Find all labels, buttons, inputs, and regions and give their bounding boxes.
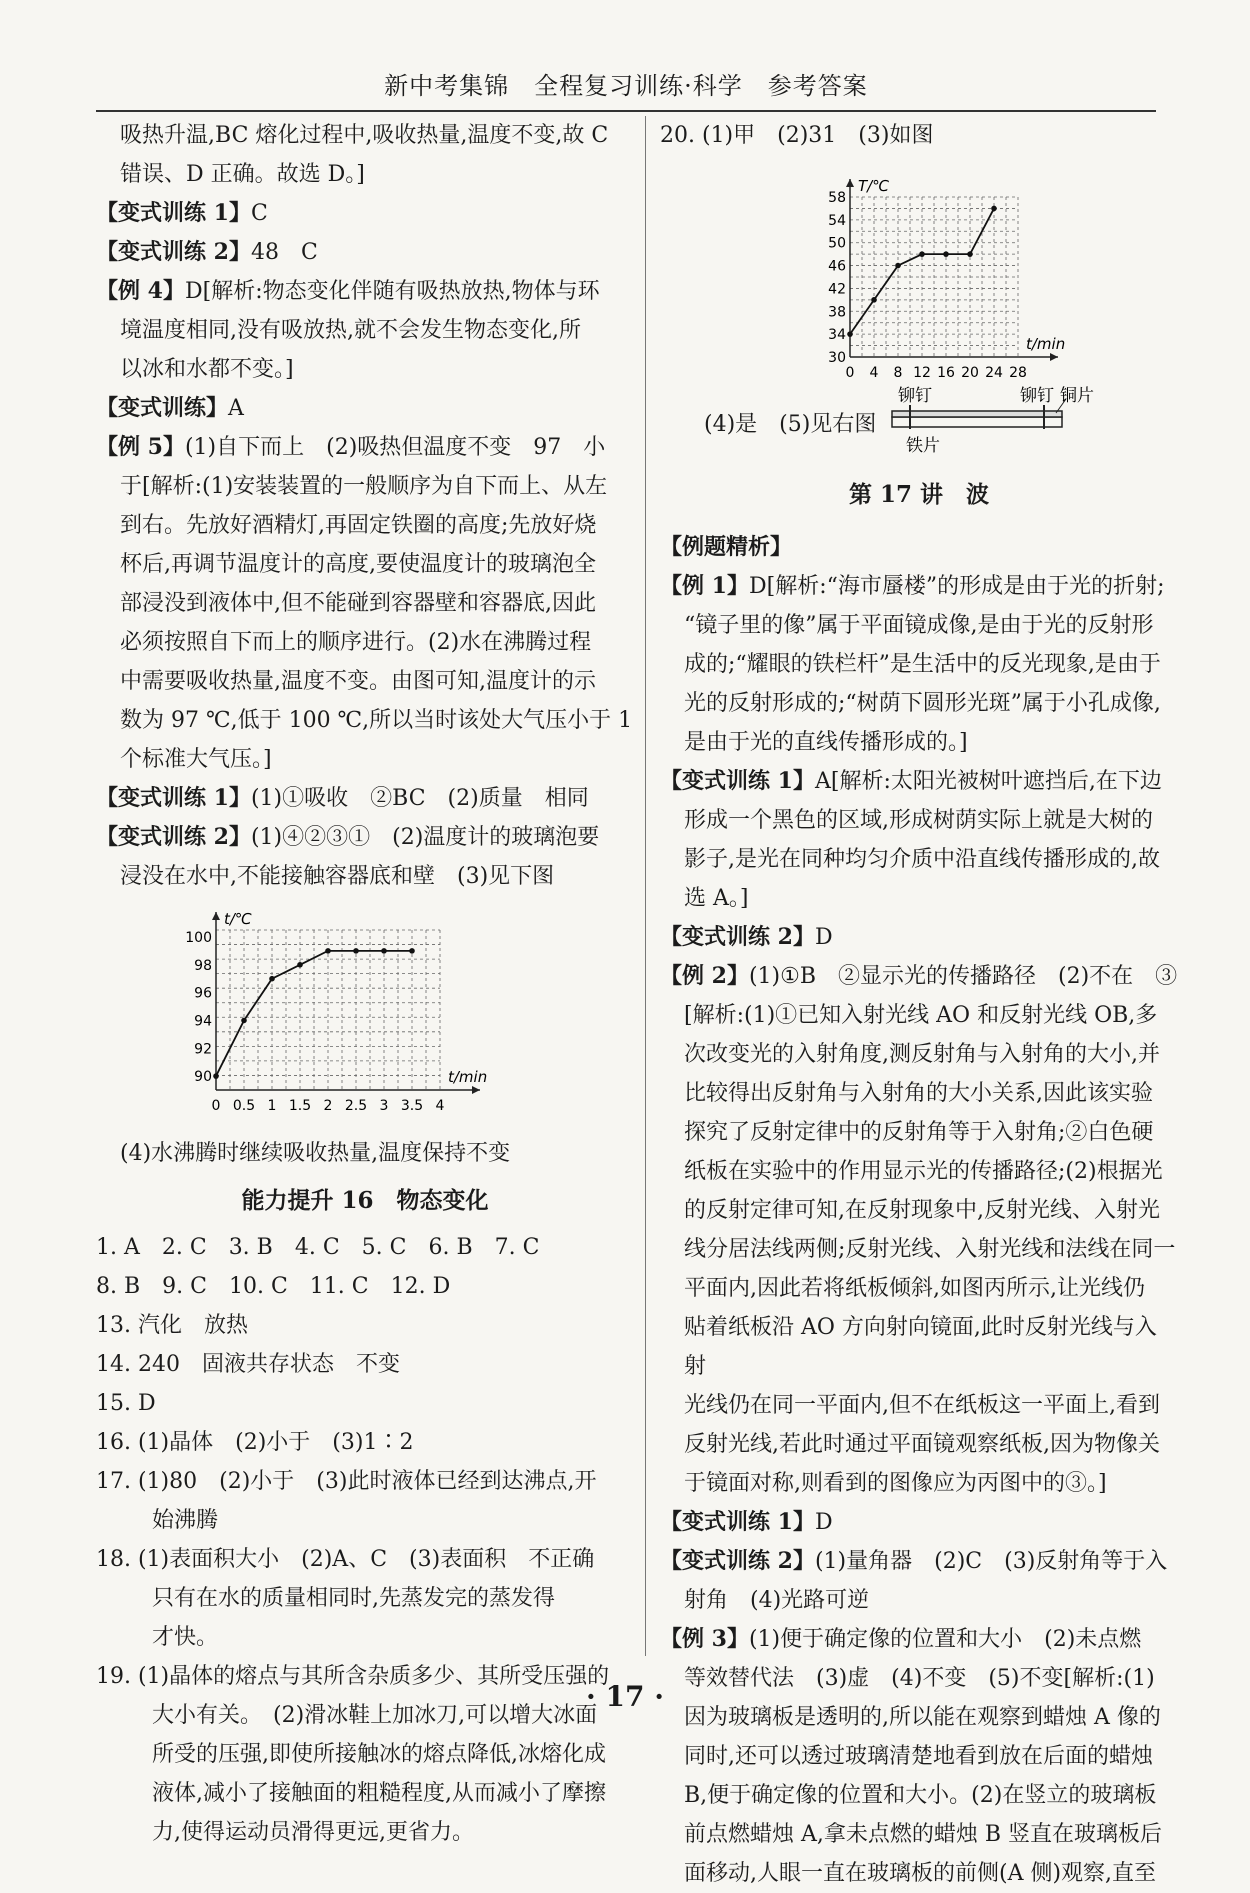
page-number: · 17 · bbox=[586, 1680, 664, 1713]
y-tick-label: 38 bbox=[828, 304, 846, 321]
text-line: B,便于确定像的位置和大小。(2)在竖立的玻璃板 bbox=[684, 1783, 1157, 1808]
answer-label: 【变式训练 1】 bbox=[96, 200, 251, 226]
text-line: 比较得出反射角与入射角的大小关系,因此该实验 bbox=[684, 1081, 1153, 1106]
x-tick-label: 2 bbox=[323, 1098, 333, 1114]
iron-strip bbox=[892, 417, 1062, 427]
answer-label: 【变式训练 1】 bbox=[660, 768, 815, 794]
subsection-title: 【例题精析】 bbox=[660, 534, 793, 560]
question-line: 13. 汽化 放热 bbox=[96, 1313, 248, 1338]
text-line: 因为玻璃板是透明的,所以能在观察到蜡烛 A 像的 bbox=[684, 1705, 1161, 1730]
text-line: 部浸没到液体中,但不能碰到容器壁和容器底,因此 bbox=[120, 591, 596, 616]
data-point bbox=[967, 251, 973, 257]
answer-line bbox=[660, 957, 1178, 996]
answer-label: 【例 4】 bbox=[96, 278, 185, 304]
x-tick-label: 28 bbox=[1009, 365, 1027, 381]
y-tick-label: 94 bbox=[194, 1013, 212, 1030]
column-divider bbox=[645, 116, 646, 1656]
text-line: 同时,还可以透过玻璃清楚地看到放在后面的蜡烛 bbox=[684, 1744, 1153, 1769]
answer-line bbox=[660, 762, 1178, 801]
text-line: 力,使得运动员滑得更远,更省力。 bbox=[152, 1820, 474, 1845]
text-line: 中需要吸收热量,温度不变。由图可知,温度计的示 bbox=[120, 669, 596, 694]
question-line: 8. B 9. C 10. C 11. C 12. D bbox=[96, 1274, 451, 1299]
answer-label: 【变式训练 1】 bbox=[660, 1509, 815, 1535]
question-line: 14. 240 固液共存状态 不变 bbox=[96, 1352, 400, 1377]
answer-value: 48 C bbox=[250, 240, 318, 265]
question-line: 19. (1)晶体的熔点与其所含杂质多少、其所受压强的 bbox=[96, 1664, 610, 1689]
text-line: 选 A。] bbox=[684, 886, 749, 911]
label-copper: 铜片 bbox=[1060, 386, 1094, 406]
data-point bbox=[919, 251, 925, 257]
question-line: 16. (1)晶体 (2)小于 (3)1∶2 bbox=[96, 1430, 414, 1455]
x-axis-label: t/min bbox=[448, 1068, 488, 1086]
answer-value: D bbox=[814, 1510, 833, 1535]
text-line: 射角 (4)光路可逆 bbox=[684, 1588, 870, 1613]
y-tick-label: 30 bbox=[828, 350, 846, 366]
data-point bbox=[409, 948, 415, 954]
x-tick-label: 0.5 bbox=[232, 1098, 256, 1114]
answer-line bbox=[96, 428, 634, 467]
answer-value: (1)便于确定像的位置和大小 (2)未点燃 bbox=[748, 1627, 1142, 1652]
answer-value: C bbox=[250, 201, 268, 226]
y-tick-label: 50 bbox=[828, 235, 846, 252]
y-tick-label: 54 bbox=[828, 212, 846, 229]
y-axis-arrow bbox=[212, 912, 220, 920]
text-line: 影子,是光在同种均匀介质中沿直线传播形成的,故 bbox=[684, 847, 1160, 872]
text-line: 面移动,人眼一直在玻璃板的前侧(A 侧)观察,直至 bbox=[684, 1861, 1157, 1886]
y-tick-label: 46 bbox=[828, 258, 846, 275]
x-tick-label: 24 bbox=[985, 365, 1003, 381]
text-line: 是由于光的直线传播形成的。] bbox=[684, 730, 968, 755]
question-line: 15. D bbox=[96, 1391, 156, 1416]
text-line: 以冰和水都不变。] bbox=[120, 357, 294, 382]
y-axis-arrow bbox=[846, 179, 854, 187]
x-tick-label: 1 bbox=[267, 1098, 277, 1114]
question-line: 1. A 2. C 3. B 4. C 5. C 6. B 7. C bbox=[96, 1235, 540, 1260]
answer-value: (1)①B ②显示光的传播路径 (2)不在 ③ bbox=[748, 964, 1178, 989]
q20-figure-row bbox=[660, 385, 1178, 459]
answer-line bbox=[96, 233, 634, 272]
y-axis-label: T/℃ bbox=[858, 177, 890, 195]
right-column bbox=[660, 116, 1178, 1893]
answer-label: 【变式训练 2】 bbox=[96, 239, 251, 265]
x-tick-label: 8 bbox=[893, 365, 903, 381]
answer-line bbox=[660, 1620, 1178, 1659]
y-tick-label: 92 bbox=[194, 1041, 212, 1058]
answer-label: 【例 2】 bbox=[660, 963, 749, 989]
text-line: 必须按照自下而上的顺序进行。(2)水在沸腾过程 bbox=[120, 630, 592, 655]
y-tick-label: 96 bbox=[194, 985, 212, 1002]
section-title: 第 17 讲 波 bbox=[848, 481, 990, 508]
text-line: 吸热升温,BC 熔化过程中,吸收热量,温度不变,故 C bbox=[120, 123, 609, 148]
x-tick-label: 4 bbox=[869, 365, 879, 381]
question-line: 20. (1)甲 (2)31 (3)如图 bbox=[660, 123, 934, 148]
text-line: 个标准大气压。] bbox=[120, 747, 272, 772]
y-tick-label: 34 bbox=[828, 327, 846, 344]
x-tick-label: 3 bbox=[379, 1098, 389, 1114]
page-header: 新中考集锦 全程复习训练·科学 参考答案 bbox=[96, 66, 1156, 112]
data-point bbox=[943, 251, 949, 257]
copper-strip bbox=[892, 411, 1062, 417]
text-line: 反射光线,若此时通过平面镜观察纸板,因为物像关 bbox=[684, 1432, 1160, 1457]
answer-value: (1)量角器 (2)C (3)反射角等于入 bbox=[814, 1549, 1168, 1574]
melting-chart bbox=[660, 159, 1178, 381]
text-line: 到右。先放好酒精灯,再固定铁圈的高度;先放好烧 bbox=[120, 513, 597, 538]
answer-value: D[解析:“海市蜃楼”的形成是由于光的折射; bbox=[748, 574, 1165, 599]
y-tick-label: 98 bbox=[194, 957, 212, 974]
y-tick-label: 58 bbox=[828, 190, 846, 206]
data-point bbox=[381, 948, 387, 954]
boiling-chart bbox=[96, 900, 616, 1130]
text-line: 于[解析:(1)安装装置的一般顺序为自下而上、从左 bbox=[120, 474, 608, 499]
data-point bbox=[213, 1073, 219, 1079]
bimetal-strip-diagram bbox=[880, 385, 1100, 459]
text-line: 平面内,因此若将纸板倾斜,如图丙所示,让光线仍 bbox=[684, 1276, 1145, 1301]
text-line: 数为 97 ℃,低于 100 ℃,所以当时该处大气压小于 1 bbox=[120, 708, 633, 733]
text-line: 所受的压强,即使所接触冰的熔点降低,冰熔化成 bbox=[152, 1742, 606, 1767]
x-tick-label: 3.5 bbox=[400, 1098, 424, 1114]
answer-label: 【变式训练 2】 bbox=[660, 924, 815, 950]
y-tick-label: 42 bbox=[828, 281, 846, 298]
x-tick-label: 0 bbox=[211, 1098, 221, 1114]
text-line: 前点燃蜡烛 A,拿未点燃的蜡烛 B 竖直在玻璃板后 bbox=[684, 1822, 1163, 1847]
left-column bbox=[96, 116, 634, 1852]
data-point bbox=[269, 976, 275, 982]
text-line: 浸没在水中,不能接触容器底和壁 (3)见下图 bbox=[120, 864, 555, 889]
answer-label: 【变式训练 2】 bbox=[660, 1548, 815, 1574]
answer-value: A bbox=[228, 396, 244, 421]
text-line: (4)水沸腾时继续吸收热量,温度保持不变 bbox=[120, 1141, 511, 1166]
data-point bbox=[241, 1018, 247, 1024]
text-line: 线分居法线两侧;反射光线、入射光线和法线在同一 bbox=[684, 1237, 1176, 1262]
answer-line bbox=[96, 818, 634, 857]
x-tick-label: 1.5 bbox=[288, 1098, 312, 1114]
text-line: 贴着纸板沿 AO 方向射向镜面,此时反射光线与入射 bbox=[684, 1315, 1157, 1379]
answer-line bbox=[96, 389, 634, 428]
data-point bbox=[847, 331, 853, 337]
answer-label: 【变式训练】 bbox=[96, 395, 229, 421]
data-point bbox=[991, 206, 997, 212]
text-line: 始沸腾 bbox=[152, 1508, 219, 1533]
section-title: 能力提升 16 物态变化 bbox=[241, 1187, 489, 1214]
text-line: 才快。 bbox=[152, 1625, 219, 1650]
answer-line bbox=[96, 272, 634, 311]
answer-value: A[解析:太阳光被树叶遮挡后,在下边 bbox=[814, 769, 1162, 794]
text-line: 探究了反射定律中的反射角等于入射角;②白色硬 bbox=[684, 1120, 1154, 1145]
answer-line bbox=[660, 567, 1178, 606]
text-line: 只有在水的质量相同时,先蒸发完的蒸发得 bbox=[152, 1586, 555, 1611]
answer-line bbox=[660, 1542, 1178, 1581]
x-tick-label: 2.5 bbox=[344, 1098, 368, 1114]
text-line: 成的;“耀眼的铁栏杆”是生活中的反光现象,是由于 bbox=[684, 652, 1161, 677]
y-tick-label: 90 bbox=[194, 1069, 212, 1086]
question-line: 18. (1)表面积大小 (2)A、C (3)表面积 不正确 bbox=[96, 1547, 595, 1572]
text-line: 液体,减小了接触面的粗糙程度,从而减小了摩擦 bbox=[152, 1781, 606, 1806]
label-iron: 铁片 bbox=[906, 436, 940, 456]
x-tick-label: 0 bbox=[845, 365, 855, 381]
text-line: 光线仍在同一平面内,但不在纸板这一平面上,看到 bbox=[684, 1393, 1160, 1418]
x-tick-label: 16 bbox=[937, 365, 955, 381]
text-line: 光的反射形成的;“树荫下圆形光斑”属于小孔成像, bbox=[684, 691, 1161, 716]
answer-line bbox=[660, 918, 1178, 957]
text-line: 错误、D 正确。故选 D。] bbox=[120, 162, 365, 187]
question-line: 17. (1)80 (2)小于 (3)此时液体已经到达沸点,开 bbox=[96, 1469, 597, 1494]
answer-line bbox=[96, 194, 634, 233]
text-line: 形成一个黑色的区域,形成树荫实际上就是大树的 bbox=[684, 808, 1153, 833]
text-line: 大小有关。 (2)滑冰鞋上加冰刀,可以增大冰面 bbox=[152, 1703, 598, 1728]
data-point bbox=[895, 263, 901, 269]
label-rivet-right: 铆钉 bbox=[1020, 386, 1054, 406]
answer-label: 【例 3】 bbox=[660, 1626, 749, 1652]
answer-line bbox=[96, 779, 634, 818]
answer-label: 【例 5】 bbox=[96, 434, 185, 460]
text-line: (4)是 (5)见右图 bbox=[704, 412, 877, 437]
answer-label: 【例 1】 bbox=[660, 573, 749, 599]
data-point bbox=[325, 948, 331, 954]
text-line: 纸板在实验中的作用显示光的传播路径;(2)根据光 bbox=[684, 1159, 1163, 1184]
text-line: 杯后,再调节温度计的高度,要使温度计的玻璃泡全 bbox=[120, 552, 596, 577]
label-rivet-left: 铆钉 bbox=[898, 386, 932, 406]
x-tick-label: 20 bbox=[961, 365, 979, 381]
answer-label: 【变式训练 1】 bbox=[96, 785, 251, 811]
text-line: 等效替代法 (3)虚 (4)不变 (5)不变[解析:(1) bbox=[684, 1666, 1155, 1691]
answer-line bbox=[660, 1503, 1178, 1542]
answer-value: D[解析:物态变化伴随有吸热放热,物体与环 bbox=[184, 279, 600, 304]
text-line: “镜子里的像”属于平面镜成像,是由于光的反射形 bbox=[684, 613, 1154, 638]
answer-value: (1)①吸收 ②BC (2)质量 相同 bbox=[250, 786, 589, 811]
text-line: 的反射定律可知,在反射现象中,反射光线、入射光 bbox=[684, 1198, 1160, 1223]
x-tick-label: 12 bbox=[913, 365, 931, 381]
x-tick-label: 4 bbox=[435, 1098, 445, 1114]
data-point bbox=[871, 297, 877, 303]
answer-value: (1)④②③① (2)温度计的玻璃泡要 bbox=[250, 825, 600, 850]
x-axis-arrow bbox=[1050, 353, 1058, 361]
text-line: [解析:(1)①已知入射光线 AO 和反射光线 OB,多 bbox=[684, 1003, 1158, 1028]
answer-value: D bbox=[814, 925, 833, 950]
text-line: 于镜面对称,则看到的图像应为丙图中的③。] bbox=[684, 1471, 1107, 1496]
x-axis-label: t/min bbox=[1026, 335, 1066, 353]
y-tick-label: 100 bbox=[185, 929, 212, 946]
answer-label: 【变式训练 2】 bbox=[96, 824, 251, 850]
answer-value: (1)自下而上 (2)吸热但温度不变 97 小 bbox=[184, 435, 606, 460]
data-point bbox=[353, 948, 359, 954]
data-point bbox=[297, 962, 303, 968]
x-axis-arrow bbox=[472, 1086, 480, 1094]
text-line: 境温度相同,没有吸放热,就不会发生物态变化,所 bbox=[120, 318, 581, 343]
text-line: 次改变光的入射角度,测反射角与入射角的大小,并 bbox=[684, 1042, 1160, 1067]
y-axis-label: t/℃ bbox=[224, 910, 252, 928]
